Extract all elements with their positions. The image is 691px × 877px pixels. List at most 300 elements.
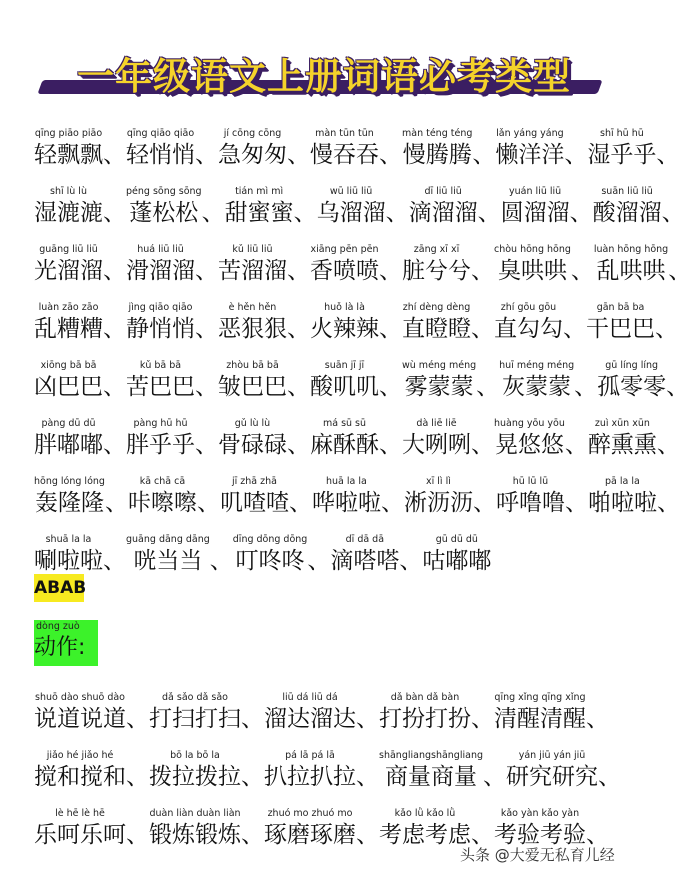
pinyin: gū líng líng <box>605 360 659 371</box>
word-item <box>402 127 495 170</box>
word-list-abb <box>34 112 691 576</box>
separator: 、 <box>563 316 586 342</box>
separator: 、 <box>656 142 680 168</box>
word <box>379 691 471 734</box>
pinyin: guāng liū liū <box>39 244 98 255</box>
pinyin: kǎo yàn kǎo yàn <box>500 808 580 819</box>
word <box>379 807 471 850</box>
separator: 、 <box>471 706 494 732</box>
word <box>317 185 386 228</box>
hanzi: 扒拉扒拉 <box>264 764 356 790</box>
word <box>233 533 308 576</box>
separator: 、 <box>103 374 126 400</box>
pinyin: lè hē lè hē <box>55 808 105 819</box>
word-item <box>233 533 331 576</box>
word <box>402 127 472 170</box>
hanzi: 叮咚咚 <box>235 548 305 574</box>
word-item <box>310 127 402 170</box>
word-row <box>34 344 690 402</box>
hanzi: 懒洋洋 <box>495 142 565 168</box>
word-item <box>225 185 317 228</box>
word-item <box>312 475 404 518</box>
word-row <box>34 676 634 734</box>
word-row <box>34 170 685 228</box>
separator: 、 <box>287 142 310 168</box>
word-item <box>379 691 494 734</box>
word-item <box>402 243 494 286</box>
word-row <box>34 286 678 344</box>
hanzi: 苦巴巴 <box>126 374 195 400</box>
hanzi: 火辣辣 <box>310 316 379 342</box>
separator: 、 <box>195 142 218 168</box>
word-item <box>494 417 588 460</box>
pinyin: pàng dū dū <box>41 418 96 429</box>
word-item <box>218 127 310 170</box>
word <box>218 243 287 286</box>
word <box>149 807 241 850</box>
pinyin: pàng hū hū <box>133 418 188 429</box>
pinyin: hū lū lū <box>512 476 549 487</box>
word-item <box>149 807 264 850</box>
pinyin: xiōng bā bā <box>40 360 97 371</box>
hanzi: 脏兮兮 <box>402 258 471 284</box>
hanzi: 乱糟糟 <box>34 316 103 342</box>
pinyin: màn téng téng <box>402 128 473 139</box>
pinyin: pá lā pá lā <box>285 750 335 761</box>
pinyin: qīng xǐng qīng xǐng <box>494 692 586 703</box>
word-item <box>126 417 218 460</box>
word-item <box>264 749 379 792</box>
word <box>310 127 379 170</box>
word <box>34 417 103 460</box>
word-item <box>409 185 501 228</box>
hanzi: 哗啦啦 <box>311 490 381 516</box>
word <box>34 749 126 792</box>
hanzi: 醉熏熏 <box>587 432 657 458</box>
word-row <box>34 402 680 460</box>
separator: 、 <box>471 258 494 284</box>
hanzi: 孤零零 <box>597 374 667 400</box>
word-list-abab <box>34 676 634 850</box>
word-item <box>34 243 126 286</box>
separator: 、 <box>195 432 218 458</box>
separator: 、 <box>471 316 494 342</box>
watermark: 头条 @大爱无私育儿经 <box>460 846 615 864</box>
pinyin: kǎo lǜ kǎo lǜ <box>394 808 456 819</box>
hanzi: 唰啦啦 <box>34 548 103 574</box>
word <box>218 359 287 402</box>
separator: 、 <box>103 316 126 342</box>
word <box>310 301 379 344</box>
separator: 、 <box>472 490 496 516</box>
pinyin: shuō dào shuō dào <box>35 692 125 703</box>
hanzi: 慢吞吞 <box>310 142 379 168</box>
pinyin: liū dá liū dá <box>282 692 338 703</box>
pinyin: luàn zāo zāo <box>38 302 99 313</box>
pinyin: yán jiū yán jiū <box>518 750 586 761</box>
hanzi: 香喷喷 <box>310 258 379 284</box>
word-item <box>402 301 494 344</box>
word <box>264 749 356 792</box>
word <box>34 475 105 518</box>
pinyin: guāng dāng dāng <box>126 534 210 545</box>
separator: 、 <box>103 142 126 168</box>
hanzi: 皱巴巴 <box>218 374 287 400</box>
pinyin: dǎ bàn dǎ bàn <box>390 692 460 703</box>
word-item <box>34 749 149 792</box>
separator: 、 <box>564 490 588 516</box>
word <box>34 301 103 344</box>
separator: 、 <box>379 374 402 400</box>
word <box>310 359 379 402</box>
word-item <box>126 127 218 170</box>
pinyin: má sū sū <box>322 418 367 429</box>
pinyin: shī lù lù <box>50 186 87 197</box>
pinyin: dà liē liē <box>416 418 457 429</box>
pinyin: shī hū hū <box>600 128 644 139</box>
separator: 、 <box>287 258 310 284</box>
word-item <box>317 185 409 228</box>
pinyin: wù méng méng <box>402 360 477 371</box>
hanzi: 恶狠狠 <box>218 316 287 342</box>
separator: 、 <box>126 764 149 790</box>
hanzi: 直勾勾 <box>494 316 563 342</box>
word-item <box>593 185 685 228</box>
hanzi: 淅沥沥 <box>403 490 473 516</box>
word-item <box>588 475 680 518</box>
pinyin: suān jī jī <box>324 360 365 371</box>
word-item <box>34 301 126 344</box>
hanzi: 叽喳喳 <box>219 490 289 516</box>
word-item <box>310 301 402 344</box>
pinyin: zhí gōu gōu <box>500 302 557 313</box>
word-item <box>310 243 402 286</box>
pinyin: gān bā ba <box>596 302 645 313</box>
word <box>312 475 381 518</box>
hanzi: 雾蒙蒙 <box>404 374 474 400</box>
hanzi: 甜蜜蜜 <box>224 200 294 226</box>
word <box>494 417 565 460</box>
separator: 、 <box>655 316 678 342</box>
word-item <box>587 127 679 170</box>
action-hanzi: 动作: <box>34 635 86 660</box>
separator: 、 <box>287 374 310 400</box>
word-item <box>264 807 379 850</box>
word-item <box>402 359 499 402</box>
word-item <box>126 243 218 286</box>
hanzi: 圆溜溜 <box>500 200 570 226</box>
hanzi: 打扫打扫 <box>149 706 241 732</box>
word-item <box>264 691 379 734</box>
word <box>404 475 473 518</box>
word <box>225 185 294 228</box>
pinyin: luàn hōng hōng <box>593 244 669 255</box>
hanzi: 湿乎乎 <box>587 142 657 168</box>
word <box>588 475 657 518</box>
separator: 、 <box>668 258 691 284</box>
separator: 、 <box>241 764 264 790</box>
word <box>499 359 574 402</box>
separator: 、 <box>103 548 126 574</box>
hanzi: 凶巴巴 <box>34 374 103 400</box>
word-row <box>34 460 680 518</box>
hanzi: 说道说道 <box>34 706 126 732</box>
pinyin: qīng piāo piāo <box>34 128 103 139</box>
separator: 、 <box>570 258 594 284</box>
pinyin: xiāng pēn pēn <box>310 244 379 255</box>
word-item <box>218 301 310 344</box>
pinyin: dī liū liū <box>424 186 462 197</box>
hanzi: 灰蒙蒙 <box>502 374 572 400</box>
hanzi: 轻悄悄 <box>126 142 195 168</box>
separator: 、 <box>569 200 593 226</box>
separator: 、 <box>103 258 126 284</box>
pinyin: qīng qiāo qiāo <box>126 128 195 139</box>
word-item <box>128 475 220 518</box>
pinyin: dī dā dā <box>345 534 385 545</box>
hanzi: 酸叽叽 <box>310 374 379 400</box>
word-item <box>34 691 149 734</box>
word <box>34 691 126 734</box>
word-item <box>496 475 588 518</box>
word <box>218 301 287 344</box>
separator: 、 <box>209 548 233 574</box>
word <box>593 185 662 228</box>
pinyin: kǔ liū liū <box>232 244 273 255</box>
hanzi: 咕嘟嘟 <box>422 548 492 574</box>
pinyin: zāng xī xī <box>413 244 460 255</box>
word <box>402 359 476 402</box>
pinyin: kā chā cā <box>139 476 186 487</box>
word-item <box>494 243 594 286</box>
hanzi: 轻飘飘 <box>34 142 103 168</box>
separator: 、 <box>356 706 379 732</box>
word-item <box>499 359 597 402</box>
pinyin: tián mì mì <box>235 186 284 197</box>
separator: 、 <box>196 490 220 516</box>
word-item <box>218 243 310 286</box>
separator: 、 <box>656 432 680 458</box>
word-item <box>34 127 126 170</box>
pinyin: jí cōng cōng <box>223 128 282 139</box>
pinyin: è hěn hěn <box>228 302 277 313</box>
word-item <box>220 475 312 518</box>
word <box>330 533 399 576</box>
hanzi: 考验考验 <box>494 822 586 848</box>
word-item <box>34 807 149 850</box>
separator: 、 <box>201 200 225 226</box>
word-item <box>218 417 310 460</box>
separator: 、 <box>483 764 506 790</box>
pinyin: jìng qiāo qiāo <box>128 302 193 313</box>
separator: 、 <box>126 706 149 732</box>
word-item <box>34 417 126 460</box>
word-item <box>506 749 621 792</box>
pinyin: zhí dèng dèng <box>402 302 471 313</box>
pinyin: huī méng méng <box>499 360 575 371</box>
pinyin: bō la bō la <box>170 750 220 761</box>
hanzi: 乱哄哄 <box>596 258 666 284</box>
separator: 、 <box>666 374 690 400</box>
word <box>506 749 598 792</box>
word <box>34 807 126 850</box>
word-item <box>597 359 689 402</box>
pinyin: màn tūn tūn <box>315 128 374 139</box>
hanzi: 研究研究 <box>506 764 598 790</box>
hanzi: 琢磨琢磨 <box>264 822 356 848</box>
separator: 、 <box>307 548 331 574</box>
pinyin: shāngliangshāngliang <box>379 750 483 761</box>
word-row <box>34 518 634 576</box>
pinyin: huá liū liū <box>137 244 184 255</box>
word-item <box>422 533 491 576</box>
separator: 、 <box>661 200 685 226</box>
word-item <box>494 691 609 734</box>
word <box>597 359 666 402</box>
word <box>128 475 197 518</box>
hanzi: 急匆匆 <box>218 142 287 168</box>
hanzi: 轰隆隆 <box>34 490 104 516</box>
hanzi: 啪啦啦 <box>587 490 657 516</box>
word-item <box>34 533 126 576</box>
hanzi: 干巴巴 <box>586 316 655 342</box>
pinyin: lǎn yáng yáng <box>496 128 564 139</box>
pinyin: pā la la <box>605 476 640 487</box>
word-row <box>34 112 680 170</box>
word <box>34 127 103 170</box>
separator: 、 <box>195 316 218 342</box>
hanzi: 乐呵乐呵 <box>34 822 126 848</box>
word <box>494 301 563 344</box>
word <box>422 533 491 576</box>
separator: 、 <box>471 432 494 458</box>
hanzi: 锻炼锻炼 <box>149 822 241 848</box>
word-item <box>495 127 587 170</box>
word <box>594 243 668 286</box>
word <box>149 749 241 792</box>
separator: 、 <box>586 706 609 732</box>
hanzi: 清醒清醒 <box>494 706 586 732</box>
hanzi: 乌溜溜 <box>316 200 386 226</box>
word <box>409 185 478 228</box>
word-item <box>494 301 586 344</box>
word-item <box>218 359 310 402</box>
separator: 、 <box>471 822 494 848</box>
hanzi: 呼噜噜 <box>495 490 565 516</box>
word <box>34 185 103 228</box>
pinyin: huàng yōu yōu <box>494 418 565 429</box>
hanzi: 滴嗒嗒 <box>330 548 400 574</box>
word-item <box>34 359 126 402</box>
separator: 、 <box>399 548 423 574</box>
word <box>587 127 656 170</box>
hanzi: 胖乎乎 <box>126 432 195 458</box>
hanzi: 大咧咧 <box>402 432 471 458</box>
word <box>126 127 195 170</box>
separator: 、 <box>293 200 317 226</box>
pinyin: suān liū liū <box>601 186 653 197</box>
separator: 、 <box>241 706 264 732</box>
word <box>588 417 657 460</box>
hanzi: 光溜溜 <box>34 258 103 284</box>
hanzi: 咔嚓嚓 <box>127 490 197 516</box>
word <box>379 749 483 792</box>
hanzi: 晃悠悠 <box>494 432 564 458</box>
word <box>402 417 471 460</box>
word <box>495 127 564 170</box>
pinyin: zhuó mo zhuó mo <box>267 808 353 819</box>
separator: 、 <box>103 432 126 458</box>
separator: 、 <box>287 316 310 342</box>
pinyin: gū dū dū <box>435 534 478 545</box>
word-item <box>379 749 506 792</box>
hanzi: 慢腾腾 <box>402 142 472 168</box>
word-item <box>126 359 218 402</box>
word <box>402 301 471 344</box>
word-row <box>34 228 691 286</box>
hanzi: 滴溜溜 <box>408 200 478 226</box>
word <box>586 301 655 344</box>
separator: 、 <box>195 374 218 400</box>
separator: 、 <box>574 374 598 400</box>
word-item <box>310 417 402 460</box>
pinyin: jiǎo hé jiǎo hé <box>46 750 114 761</box>
hanzi: 苦溜溜 <box>218 258 287 284</box>
pinyin: zhòu bā bā <box>226 360 279 371</box>
pinyin: gǔ lù lù <box>234 418 271 429</box>
hanzi: 胖嘟嘟 <box>34 432 103 458</box>
hanzi: 直瞪瞪 <box>402 316 471 342</box>
separator: 、 <box>287 432 310 458</box>
word <box>34 359 103 402</box>
separator: 、 <box>356 764 379 790</box>
word-item <box>126 301 218 344</box>
word <box>126 185 202 228</box>
pinyin: kǔ bā bā <box>139 360 182 371</box>
word-item <box>404 475 496 518</box>
word <box>220 475 289 518</box>
word <box>494 243 571 286</box>
hanzi: 滑溜溜 <box>126 258 195 284</box>
hanzi: 蓬松松 <box>129 200 199 226</box>
separator: 、 <box>598 764 621 790</box>
separator: 、 <box>103 200 126 226</box>
pinyin: huǒ là là <box>324 302 365 313</box>
word-row <box>34 734 634 792</box>
pinyin: dǎ sǎo dǎ sǎo <box>162 692 228 703</box>
pinyin: duàn liàn duàn liàn <box>149 808 241 819</box>
hanzi: 溜达溜达 <box>264 706 356 732</box>
page-title: 一年级语文上册词语必考类型 <box>77 55 571 98</box>
pinyin: shuā la la <box>45 534 92 545</box>
hanzi: 静悄悄 <box>126 316 195 342</box>
word <box>501 185 570 228</box>
separator: 、 <box>126 822 149 848</box>
word <box>34 533 103 576</box>
separator: 、 <box>104 490 128 516</box>
pinyin: yuán liū liū <box>509 186 562 197</box>
hanzi: 骨碌碌 <box>218 432 287 458</box>
title-banner <box>0 0 640 110</box>
hanzi: 麻酥酥 <box>310 432 379 458</box>
word-item <box>586 301 678 344</box>
word <box>149 691 241 734</box>
pinyin: péng sōng sōng <box>126 186 202 197</box>
hanzi: 打扮打扮 <box>379 706 471 732</box>
word <box>126 301 195 344</box>
word-item <box>149 749 264 792</box>
separator: 、 <box>385 200 409 226</box>
